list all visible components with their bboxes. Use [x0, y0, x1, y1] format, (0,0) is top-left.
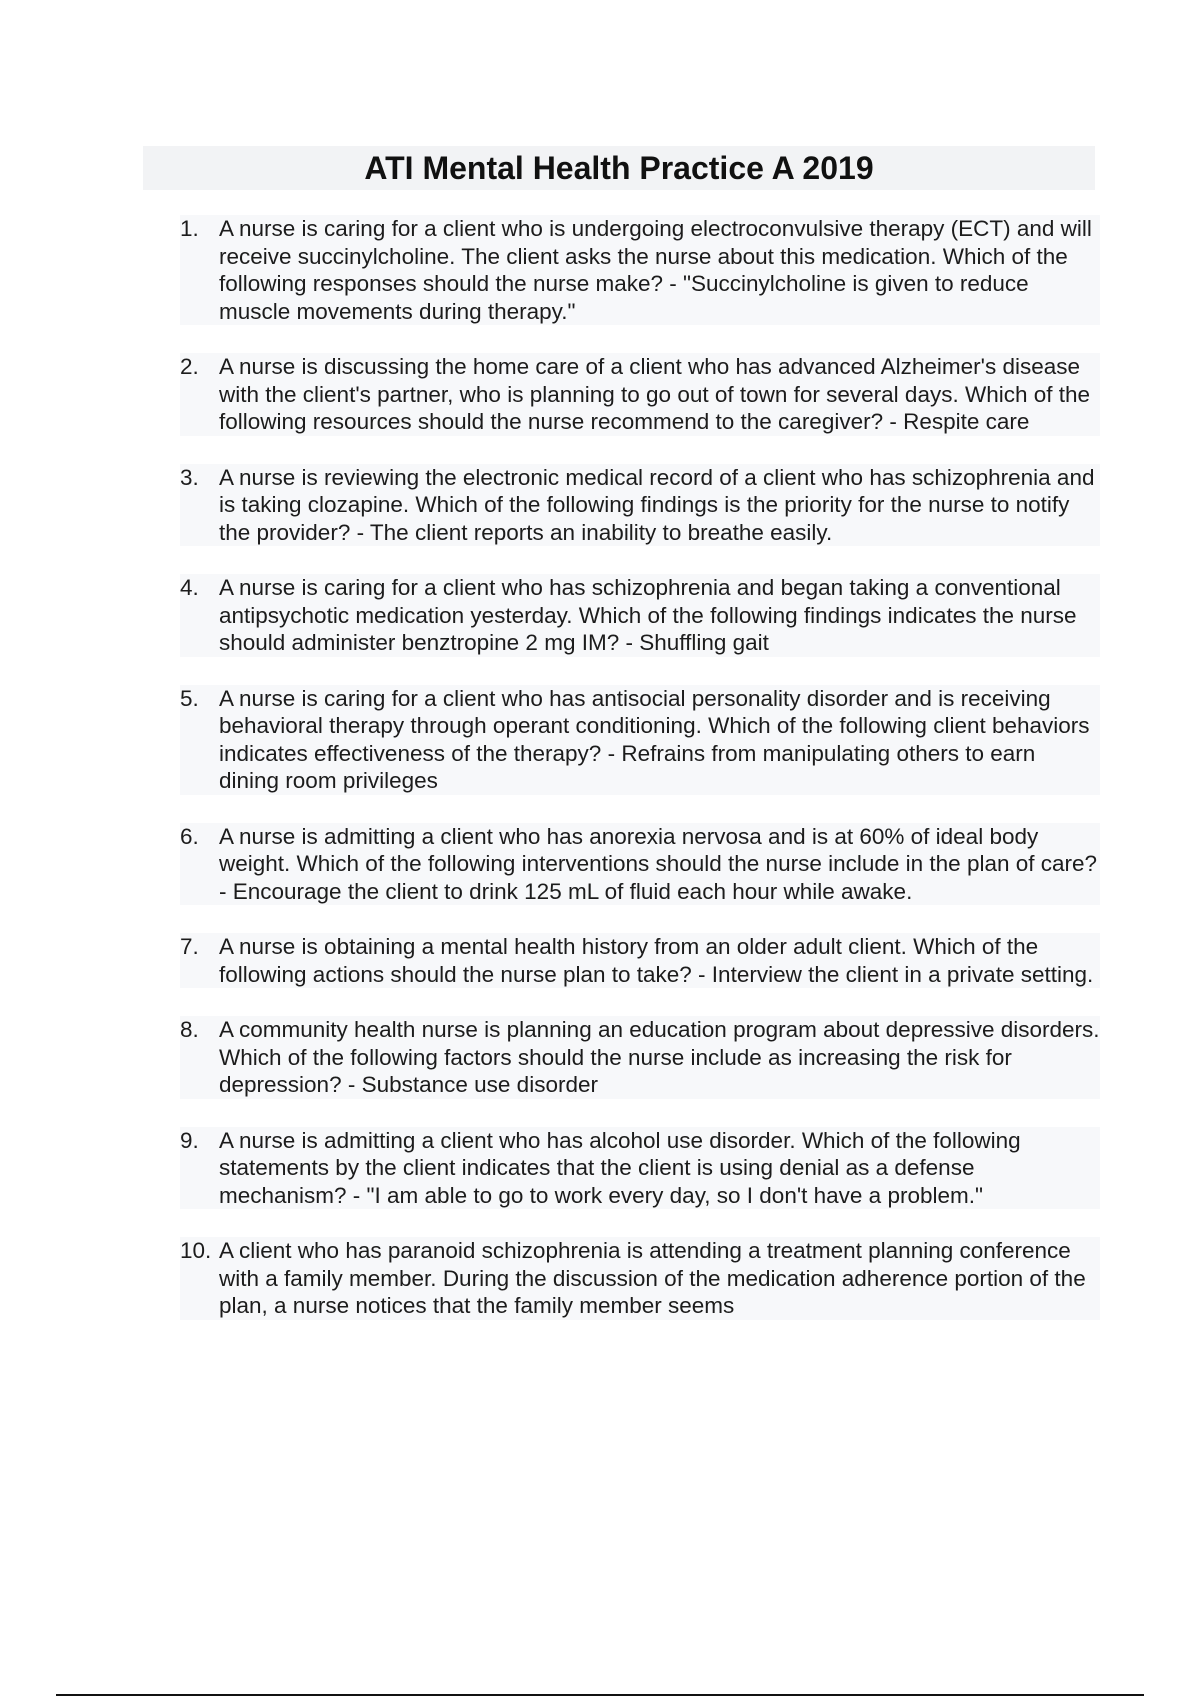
question-number: 2. [180, 354, 199, 379]
question-item [180, 1016, 1100, 1099]
question-text: A nurse is caring for a client who has schizophrenia and began taking a conventional antipsychotic medication yesterday. Which of the following findings indicates the nurse should administer benztropine 2 mg IM? - Shuffling gait [219, 575, 1077, 655]
question-text: A nurse is caring for a client who has antisocial personality disorder and is receiving behavioral therapy through operant conditioning. Which of the following client behaviors indicates effectiveness of the therapy? - Refrains from manipulating others to earn dining room privileges [219, 685, 1090, 793]
question-number: 9. [180, 1127, 199, 1153]
question-item [180, 1127, 1100, 1210]
question-text: A nurse is admitting a client who has alcohol use disorder. Which of the following statements by the client indicates that the client is using denial as a defense mechanism? - "I am able to go to work every day, so I don't have a problem." [219, 1127, 1021, 1208]
question-number: 7. [180, 934, 199, 959]
footer-divider [56, 1694, 1144, 1696]
question-number: 10. [180, 1238, 212, 1263]
question-item [180, 933, 1100, 988]
question-item [180, 574, 1100, 657]
question-item [180, 464, 1100, 547]
question-number: 6. [180, 823, 199, 849]
question-text: A client who has paranoid schizophrenia is attending a treatment planning conference with a family member. During the discussion of the medication adherence portion of the plan, a nurse notices that the family member seems [219, 1238, 1086, 1318]
question-text: A nurse is caring for a client who is undergoing electroconvulsive therapy (ECT) and will receive succinylcholine. The client asks the nurse about this medication. Which of the following responses should the nurse make? - "Succinylcholine is given to reduce muscle movements during therapy." [219, 216, 1092, 324]
question-text: A nurse is obtaining a mental health history from an older adult client. Which of the following actions should the nurse plan to take? - Interview the client in a private setting. [219, 934, 1094, 987]
page-title: ATI Mental Health Practice A 2019 [364, 150, 874, 186]
question-text: A nurse is discussing the home care of a client who has advanced Alzheimer's disease with the client's partner, who is planning to go out of town for several days. Which of the following resources should the nurse recommend to the caregiver? - Respite care [219, 354, 1091, 434]
question-list [180, 215, 1100, 1320]
question-text: A community health nurse is planning an education program about depressive disorders. Which of the following factors should the nurse include as increasing the risk for depression? - Substance use disorder [219, 1017, 1100, 1097]
question-text: A nurse is admitting a client who has anorexia nervosa and is at 60% of ideal body weight. Which of the following interventions should the nurse include in the plan of care? - Encourage the client to drink 125 mL of fluid each hour while awake. [219, 823, 1098, 904]
question-number: 5. [180, 685, 199, 711]
question-number: 4. [180, 575, 199, 600]
question-item [180, 823, 1100, 906]
question-item [180, 215, 1100, 325]
question-number: 3. [180, 464, 199, 490]
question-number: 8. [180, 1017, 199, 1042]
question-item [180, 353, 1100, 436]
question-item [180, 1237, 1100, 1320]
question-number: 1. [180, 216, 199, 241]
question-text: A nurse is reviewing the electronic medical record of a client who has schizophrenia and is taking clozapine. Which of the following findings is the priority for the nurse to notify the provider? - The client reports an inability to breathe easily. [219, 464, 1095, 545]
question-item [180, 685, 1100, 795]
